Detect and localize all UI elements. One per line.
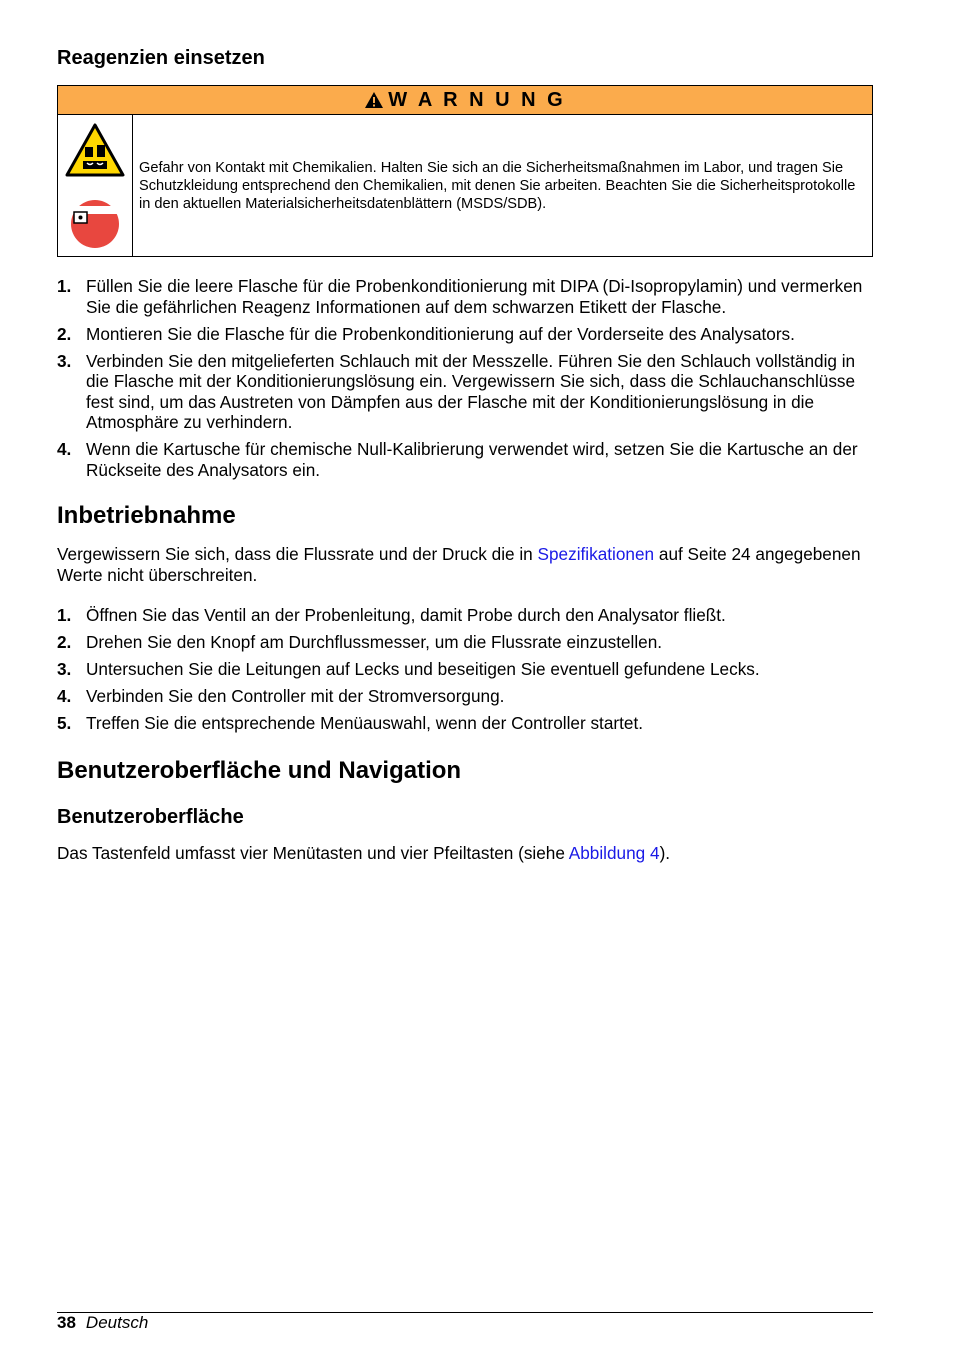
step-number: 3. — [57, 659, 72, 679]
step-number: 4. — [57, 686, 72, 706]
step-text: Untersuchen Sie die Leitungen auf Lecks und beseitigen Sie eventuell gefundene Lecks. — [86, 659, 760, 679]
corrosive-hazard-icon — [65, 123, 125, 182]
list-item — [57, 713, 873, 734]
step-number: 3. — [57, 350, 72, 371]
warning-box — [57, 85, 873, 257]
text-after: ). — [659, 843, 671, 863]
list-item — [57, 686, 873, 707]
page-number: 38 — [57, 1313, 76, 1332]
section-heading-benutzeroberflaeche-navigation: Benutzeroberfläche und Navigation — [57, 757, 462, 784]
step-text: Verbinden Sie den Controller mit der Stromversorgung. — [86, 686, 505, 706]
footer-divider — [57, 1312, 873, 1313]
abbildung-link[interactable]: Abbildung 4 — [568, 843, 660, 863]
step-text: Montieren Sie die Flasche für die Probenkonditionierung auf der Vorderseite des Analysators. — [86, 323, 795, 344]
step-text: Öffnen Sie das Ventil an der Probenleitung, damit Probe durch den Analysator fließt. — [86, 605, 726, 625]
list-item — [57, 632, 873, 653]
footer-language: Deutsch — [85, 1313, 149, 1332]
step-number: 4. — [57, 439, 72, 459]
warning-triangle-icon — [364, 91, 384, 109]
reagents-step-list — [57, 276, 873, 487]
warning-text: Gefahr von Kontakt mit Chemikalien. Halten Sie sich an die Sicherheitsmaßnahmen im Labor, und tragen Sie Schutzkleidung entsprechend den Chemikalien, mit denen Sie arbeiten. Beachten Sie die Sicherheitsprotokolle in den aktuellen Materialsicherheitsdatenblättern (MSDS/SDB). — [139, 159, 856, 212]
text-before: Das Tastenfeld umfasst vier Menütasten und vier Pfeiltasten (siehe — [57, 843, 569, 863]
step-text: Füllen Sie die leere Flasche für die Probenkonditionierung mit DIPA (Di-Isopropylamin) und vermerken Sie die gefährlichen Reagenz Informationen auf dem schwarzen Etikett der Flasche. — [86, 276, 863, 317]
spezifikationen-link[interactable]: Spezifikationen — [537, 544, 655, 564]
list-item — [57, 659, 873, 680]
page-footer — [57, 1313, 148, 1333]
step-number: 2. — [57, 632, 72, 652]
step-number: 2. — [57, 323, 72, 344]
list-item — [57, 605, 873, 626]
list-item — [57, 439, 873, 480]
intro-text-after: auf Seite 24 angegebenen Werte nicht überschreiten. — [57, 544, 861, 585]
inbetriebnahme-intro — [57, 544, 873, 585]
step-text: Wenn die Kartusche für chemische Null-Kalibrierung verwendet wird, setzen Sie die Kartusche an der Rückseite des Analysators ein. — [86, 439, 858, 480]
warning-label: W A R N U N G — [388, 88, 566, 111]
step-number: 1. — [57, 605, 72, 625]
section-heading-reagenzien: Reagenzien einsetzen — [57, 47, 265, 69]
safety-goggles-icon — [69, 194, 121, 255]
step-text: Drehen Sie den Knopf am Durchflussmesser, um die Flussrate einzustellen. — [86, 632, 663, 652]
warning-header — [58, 86, 872, 115]
section-heading-inbetriebnahme: Inbetriebnahme — [57, 502, 236, 529]
benutzeroberflaeche-text — [57, 843, 873, 864]
step-text: Treffen Sie die entsprechende Menüauswahl, wenn der Controller startet. — [86, 713, 643, 733]
inbetriebnahme-step-list — [57, 605, 873, 740]
step-number: 5. — [57, 713, 72, 733]
list-item — [57, 351, 873, 433]
intro-text-before: Vergewissern Sie sich, dass die Flussrate und der Druck die in — [57, 544, 538, 564]
subheading-benutzeroberflaeche: Benutzeroberfläche — [57, 806, 244, 828]
list-item — [57, 324, 873, 345]
step-text: Verbinden Sie den mitgelieferten Schlauch mit der Messzelle. Führen Sie den Schlauch vollständig in die Flasche mit der Konditionierungslösung ein. Vergewissern Sie sich, dass die Schlauchanschlüsse fest sind, um das Austreten von Dämpfen aus der Flasche mit der Konditionierungslösung in die Atmosphäre zu verhindern. — [86, 350, 856, 432]
list-item — [57, 276, 873, 317]
step-number: 1. — [57, 276, 72, 296]
